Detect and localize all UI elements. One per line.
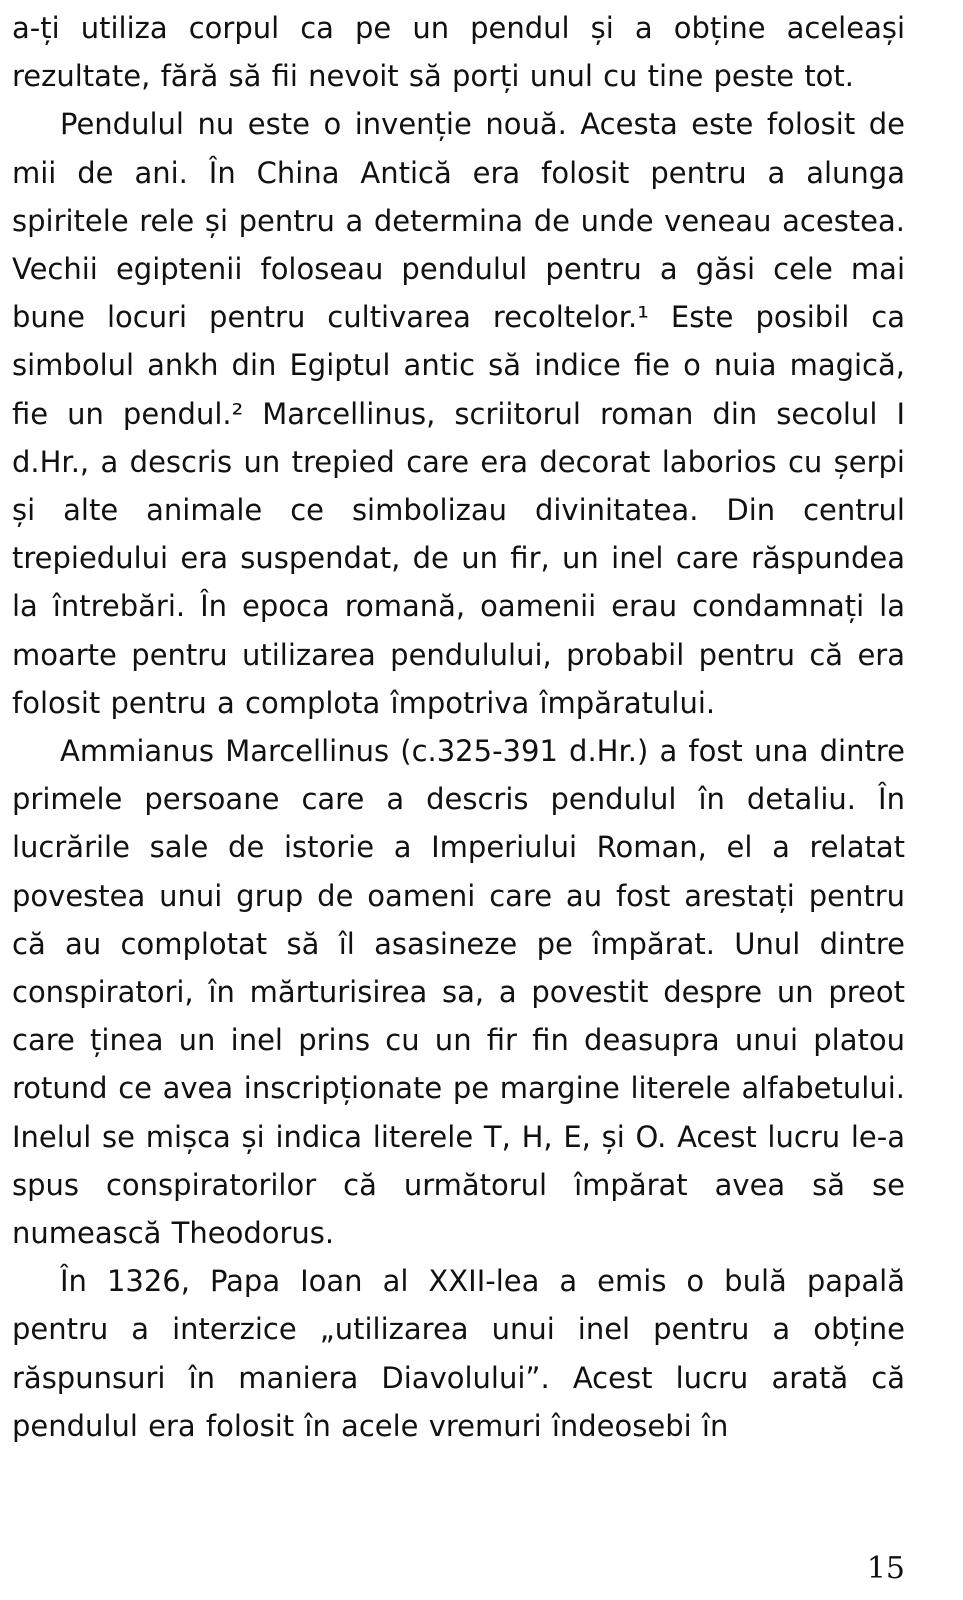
body-text	[12, 0, 905, 1450]
paragraph-papal-bull: În 1326, Papa Ioan al XXII-lea a emis o bulă papală pentru a interzice „utilizarea unui inel pentru a obține răspunsuri în maniera Diavolului”. Acest lucru arată că pendulul era folosit în acele vremuri îndeosebi în	[12, 1264, 905, 1443]
paragraph-pendulum-history: Pendulul nu este o invenție nouă. Acesta este folosit de mii de ani. În China Antică era folosit pentru a alunga spiritele rele și pentru a determina de unde veneau acestea. Vechii egiptenii foloseau pendulul pentru a găsi cele mai bune locuri pentru cultivarea recoltelor.¹ Este posibil ca simbolul ankh din Egiptul antic să indice fie o nuia magică, fie un pendul.² Marcellinus, scriitorul roman din secolul I d.Hr., a descris un trepied care era decorat laborios cu șerpi și alte animale ce simbolizau divinitatea. Din centrul trepiedului era suspendat, de un fir, un inel care răspundea la întrebări. În epoca romană, oamenii erau condamnați la moarte pentru utilizarea pendulului, probabil pentru că era folosit pentru a complota împotriva împăratului.	[12, 107, 905, 720]
page-number: 15	[866, 1551, 905, 1586]
paragraph-continuation: a-ți utiliza corpul ca pe un pendul și a obține aceleași rezultate, fără să fii nevoit să porți unul cu tine peste tot.	[12, 11, 905, 94]
book-page	[12, 0, 905, 1600]
paragraph-ammianus-marcellinus: Ammianus Marcellinus (c.325-391 d.Hr.) a fost una dintre primele persoane care a descris pendulul în detaliu. În lucrările sale de istorie a Imperiului Roman, el a relatat povestea unui grup de oameni care au fost arestați pentru că au complotat să îl asasineze pe împărat. Unul dintre conspiratori, în mărturisirea sa, a povestit despre un preot care ținea un inel prins cu un fir fin deasupra unui platou rotund ce avea inscripționate pe margine literele alfabetului. Inelul se mișca și indica literele T, H, E, și O. Acest lucru le-a spus conspiratorilor că următorul împărat avea să se numească Theodorus.	[12, 734, 905, 1251]
